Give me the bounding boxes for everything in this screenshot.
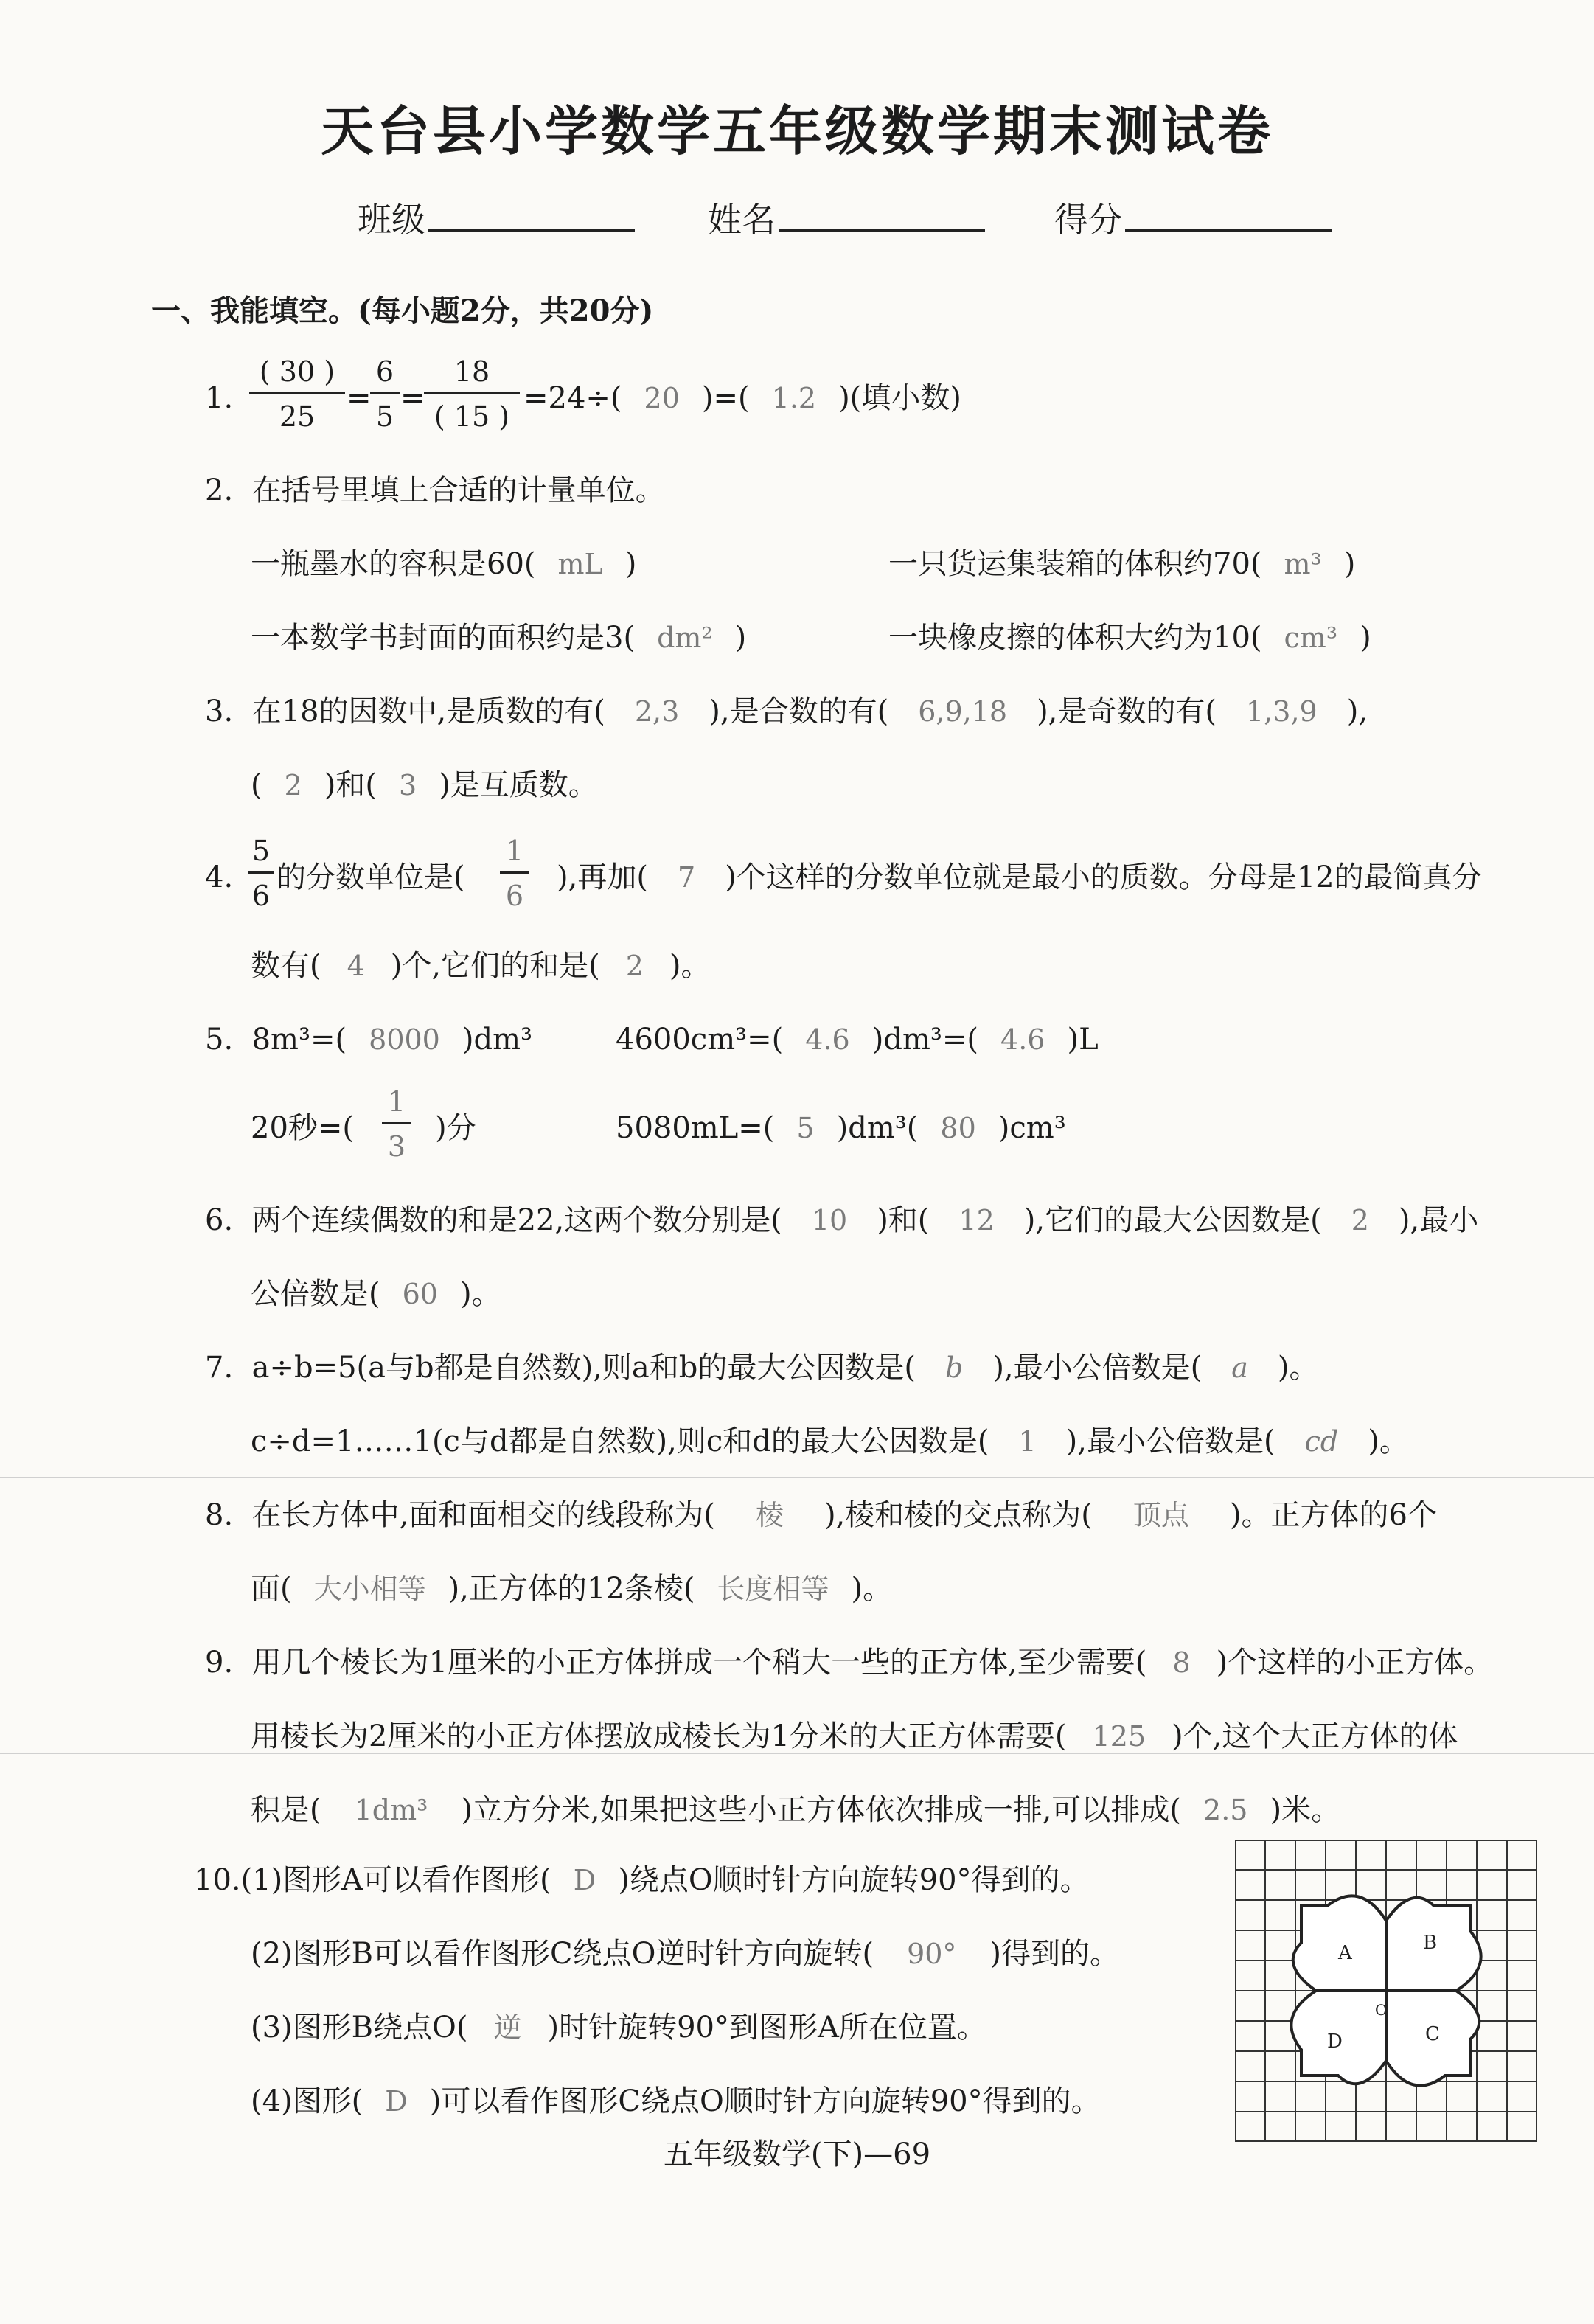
q5-text-6: 20秒=(: [251, 1111, 355, 1145]
q6-text-1: 两个连续偶数的和是22,这两个数分别是(: [251, 1203, 782, 1237]
q8-text-4: 面(: [251, 1572, 292, 1606]
q7-answer-4[interactable]: cd: [1304, 1425, 1339, 1458]
q9-answer-4[interactable]: 2.5: [1203, 1794, 1248, 1826]
q5-number: 5.: [205, 1023, 234, 1057]
q1-equals-1: =: [347, 381, 372, 415]
q2-item-3-text: 一本数学书封面的面积约是3(: [251, 621, 636, 655]
q8-number: 8.: [205, 1498, 234, 1532]
q3-text-2: ),是合数的有(: [709, 695, 889, 728]
q3-text-6: )和(: [324, 768, 377, 802]
q4-a1-numerator: 1: [500, 835, 529, 874]
q10-text-2: )绕点O顺时针方向旋转90°得到的。: [618, 1863, 1090, 1897]
q8-line-1: [205, 1500, 1437, 1530]
q5-answer-1[interactable]: 8000: [369, 1023, 440, 1056]
q4-text-a: 的分数单位是(: [276, 860, 465, 894]
q8-text-5: ),正方体的12条棱(: [448, 1572, 695, 1606]
q1-f2-numerator: 6: [370, 355, 400, 394]
q5-answer-4[interactable]: [382, 1085, 411, 1163]
q10-text-1: (1)图形A可以看作图形(: [240, 1863, 551, 1897]
q4-answer-4[interactable]: 2: [625, 950, 644, 982]
q7-text-5: ),最小公倍数是(: [1065, 1424, 1275, 1458]
q7-answer-1[interactable]: b: [944, 1351, 964, 1384]
q2-answer-1[interactable]: mL: [557, 548, 603, 580]
q2-item-2-text: 一只货运集装箱的体积约70(: [888, 547, 1262, 581]
q3-answer-3[interactable]: 1,3,9: [1246, 695, 1318, 728]
q7-text-2: ),最小公倍数是(: [992, 1351, 1203, 1385]
name-field: [708, 193, 985, 242]
page-title: 天台县小学数学五年级数学期末测试卷: [320, 100, 1273, 162]
q10-text-6: )时针旋转90°到图形A所在位置。: [547, 2011, 986, 2045]
q6-number: 6.: [205, 1203, 234, 1237]
q3-answer-4[interactable]: 2: [284, 769, 302, 801]
q10-answer-4[interactable]: D: [385, 2085, 408, 2118]
q5-text-5: )L: [1067, 1023, 1099, 1057]
q4-a1-denominator: 6: [505, 880, 524, 912]
q2-item-1: [251, 549, 636, 579]
q4-number: 4.: [205, 860, 234, 894]
q9-text-5: 积是(: [251, 1793, 321, 1827]
q2-answer-2[interactable]: m³: [1284, 548, 1322, 580]
class-label: 班级: [358, 200, 425, 240]
q4-text-6: )。: [669, 949, 711, 983]
q9-text-2: )个这样的小正方体。: [1216, 1646, 1494, 1680]
q2-item-3: [251, 623, 746, 653]
q5-text-7: )分: [435, 1111, 476, 1145]
q8-line-2: [251, 1574, 892, 1604]
q6-answer-4[interactable]: 60: [402, 1278, 438, 1310]
q5-text-10: )cm³: [998, 1111, 1066, 1145]
score-field: [1054, 193, 1332, 242]
q10-line-1: [194, 1865, 1090, 1895]
q4-answer-2[interactable]: 7: [677, 861, 696, 894]
q6-answer-1[interactable]: 10: [811, 1204, 848, 1236]
q5-a4-denominator: 3: [387, 1130, 406, 1163]
q8-text-3: )。正方体的6个: [1229, 1498, 1437, 1532]
q5-text-9: )dm³(: [836, 1111, 919, 1145]
q3-answer-1[interactable]: 2,3: [634, 695, 680, 728]
q2-item-4-text: 一块橡皮擦的体积大约为10(: [888, 621, 1262, 655]
q7-answer-2[interactable]: a: [1231, 1351, 1248, 1384]
q6-answer-2[interactable]: 12: [958, 1204, 995, 1236]
q5-text-3: 4600cm³=(: [616, 1023, 784, 1057]
q8-text-6: )。: [851, 1572, 893, 1606]
q9-text-6: )立方分米,如果把这些小正方体依次排成一排,可以排成(: [461, 1793, 1182, 1827]
q9-answer-2[interactable]: 125: [1092, 1720, 1146, 1753]
q3-line-1: [205, 697, 1368, 726]
q3-text-7: )是互质数。: [439, 768, 598, 802]
q7-line-2: [251, 1424, 1409, 1458]
q5-answer-6[interactable]: 80: [940, 1112, 976, 1144]
q1-f1-denominator: 25: [279, 400, 316, 433]
q5-text-2: )dm³: [462, 1023, 533, 1057]
q5-answer-5[interactable]: 5: [796, 1112, 815, 1144]
q1-text-2: )=(: [701, 381, 750, 415]
q1-equals-2: =: [400, 381, 425, 415]
q1-rest: [523, 383, 961, 413]
q6-text-4: ),最小: [1398, 1203, 1479, 1237]
q3-text-3: ),是奇数的有(: [1037, 695, 1217, 728]
page-footer: 五年级数学(下)—69: [663, 2137, 931, 2171]
q5-line-2b: [616, 1113, 1066, 1143]
q1-f3-denominator: ( 15 ): [434, 400, 510, 433]
q9-line-2: [251, 1719, 1458, 1753]
q6-line-1: [205, 1203, 1479, 1237]
q4-fraction: [248, 835, 274, 912]
q10-answer-1[interactable]: D: [573, 1864, 596, 1896]
q4-f-denominator: 6: [251, 880, 271, 912]
q2-item-4-end: ): [1360, 621, 1371, 655]
q5-answer-2[interactable]: 4.6: [805, 1023, 850, 1056]
q5-line-1b: [616, 1023, 1099, 1057]
q9-line-3: [251, 1795, 1340, 1825]
q5-line-1a: [205, 1023, 533, 1057]
petal-shapes: [1291, 1896, 1480, 2085]
q8-answer-2[interactable]: 顶点: [1132, 1499, 1189, 1531]
q2-item-1-text: 一瓶墨水的容积是60(: [251, 547, 536, 581]
label-d: D: [1327, 2031, 1343, 2053]
q7-text-6: )。: [1368, 1424, 1409, 1458]
q6-text-2: )和(: [877, 1203, 930, 1237]
q2-item-1-end: ): [624, 547, 637, 581]
q1-f1-numerator: ( 30 ): [249, 355, 345, 394]
scan-fold-line: [0, 1477, 1594, 1478]
q4-line-2: [251, 951, 711, 981]
q5-text-4: )dm³=(: [871, 1023, 979, 1057]
q1-text-1: =24÷(: [523, 381, 622, 415]
q2-item-2: [888, 549, 1355, 579]
q10-number: 10.: [194, 1863, 241, 1897]
q2-answer-3[interactable]: dm²: [657, 622, 713, 654]
q5-answer-3[interactable]: 4.6: [1000, 1023, 1045, 1056]
q10-line-4: [251, 2084, 1101, 2118]
q7-text-3: )。: [1277, 1351, 1319, 1385]
class-field: [358, 193, 635, 242]
q10-text-5: (3)图形B绕点O(: [251, 2011, 468, 2045]
q7-text-1: a÷b=5(a与b都是自然数),则a和b的最大公因数是(: [251, 1351, 916, 1385]
q10-text-4: )得到的。: [989, 1937, 1120, 1971]
q2-item-3-end: ): [734, 621, 747, 655]
q4-answer-3[interactable]: 4: [347, 950, 365, 982]
q1-answer-1[interactable]: 20: [644, 382, 680, 414]
label-c: C: [1425, 2023, 1440, 2045]
q9-answer-3[interactable]: 1dm³: [354, 1794, 428, 1826]
q5-text-8: 5080mL=(: [616, 1111, 775, 1145]
rotation-figure: [1235, 1840, 1537, 2142]
q1-text-3: )(填小数): [838, 381, 961, 415]
q4-text-2: ),再加(: [557, 860, 648, 894]
q8-text-2: ),棱和棱的交点称为(: [824, 1498, 1093, 1532]
score-blank[interactable]: [1125, 195, 1332, 232]
section-heading: 一、我能填空。(每小题2分，共20分): [151, 293, 654, 328]
q3-answer-5[interactable]: 3: [399, 769, 417, 801]
q4-text-3: )个这样的分数单位就是最小的质数。分母是12的最简真分: [725, 860, 1482, 894]
q4-text-4: 数有(: [251, 949, 321, 983]
q7-line-1: [205, 1351, 1319, 1385]
q2-text: 在括号里填上合适的计量单位。: [251, 473, 665, 507]
q2-item-4: [888, 623, 1371, 653]
q3-text-5: (: [251, 768, 262, 802]
q10-text-7: (4)图形(: [251, 2084, 363, 2118]
q3-number: 3.: [205, 695, 234, 728]
q6-text-5: 公倍数是(: [251, 1277, 380, 1311]
q6-text-6: )。: [459, 1277, 501, 1311]
q9-line-1: [205, 1646, 1494, 1680]
q1-fraction-3: [424, 355, 520, 433]
q4-text-b: [557, 860, 1482, 894]
q7-answer-3[interactable]: 1: [1018, 1425, 1037, 1458]
q10-answer-2[interactable]: 90°: [907, 1938, 957, 1970]
q1-number: 1.: [205, 381, 234, 415]
q10-line-2: [251, 1939, 1119, 1969]
q5-a4-numerator: 1: [382, 1085, 411, 1124]
q9-text-1: 用几个棱长为1厘米的小正方体拼成一个稍大一些的正方体,至少需要(: [251, 1646, 1147, 1680]
q3-line-2: [251, 770, 598, 800]
label-a: A: [1338, 1942, 1352, 1964]
q9-number: 9.: [205, 1646, 234, 1680]
q1-fraction-2: [370, 355, 400, 433]
q8-answer-4[interactable]: 长度相等: [717, 1573, 829, 1605]
q7-number: 7.: [205, 1351, 234, 1385]
q4-answer-1[interactable]: [500, 835, 529, 912]
q2-line: [205, 473, 665, 507]
q2-number: 2.: [205, 473, 234, 507]
q3-text-1: 在18的因数中,是质数的有(: [251, 695, 605, 728]
score-label: 得分: [1054, 200, 1122, 240]
q8-answer-3[interactable]: 大小相等: [313, 1573, 426, 1605]
q6-answer-3[interactable]: 2: [1351, 1204, 1369, 1236]
q1-fraction-1: [249, 355, 345, 433]
q9-answer-1[interactable]: 8: [1172, 1646, 1191, 1679]
q6-text-3: ),它们的最大公因数是(: [1023, 1203, 1322, 1237]
scan-fold-line-2: [0, 1753, 1594, 1754]
label-b: B: [1423, 1932, 1438, 1954]
q1-f2-denominator: 5: [375, 400, 394, 433]
q2-answer-4[interactable]: cm³: [1284, 622, 1338, 654]
name-blank[interactable]: [779, 195, 985, 232]
q9-text-3: 用棱长为2厘米的小正方体摆放成棱长为1分米的大正方体需要(: [251, 1719, 1067, 1753]
q10-text-3: (2)图形B可以看作图形C绕点O逆时针方向旋转(: [251, 1937, 874, 1971]
name-label: 姓名: [708, 200, 776, 240]
q3-answer-2[interactable]: 6,9,18: [918, 695, 1008, 728]
q10-line-3: [251, 2011, 986, 2045]
q9-text-7: )米。: [1270, 1793, 1341, 1827]
q8-answer-1[interactable]: 棱: [755, 1499, 784, 1531]
q4-f-numerator: 5: [248, 835, 274, 874]
q2-item-2-end: ): [1343, 547, 1356, 581]
q8-text-1: 在长方体中,面和面相交的线段称为(: [251, 1498, 715, 1532]
q1-f3-numerator: 18: [424, 355, 520, 394]
q3-text-4: ),: [1346, 695, 1368, 728]
label-o: O: [1375, 2001, 1388, 2019]
class-blank[interactable]: [428, 195, 635, 232]
q7-text-4: c÷d=1……1(c与d都是自然数),则c和d的最大公因数是(: [251, 1424, 989, 1458]
q4-text-5: )个,它们的和是(: [390, 949, 600, 983]
q9-text-4: )个,这个大正方体的体: [1172, 1719, 1458, 1753]
q10-text-8: )可以看作图形C绕点O顺时针方向旋转90°得到的。: [429, 2084, 1101, 2118]
q5-text-1: 8m³=(: [251, 1023, 347, 1057]
q1-answer-2[interactable]: 1.2: [771, 382, 817, 414]
q6-line-2: [251, 1279, 501, 1309]
q10-answer-3[interactable]: 逆: [493, 2011, 522, 2044]
